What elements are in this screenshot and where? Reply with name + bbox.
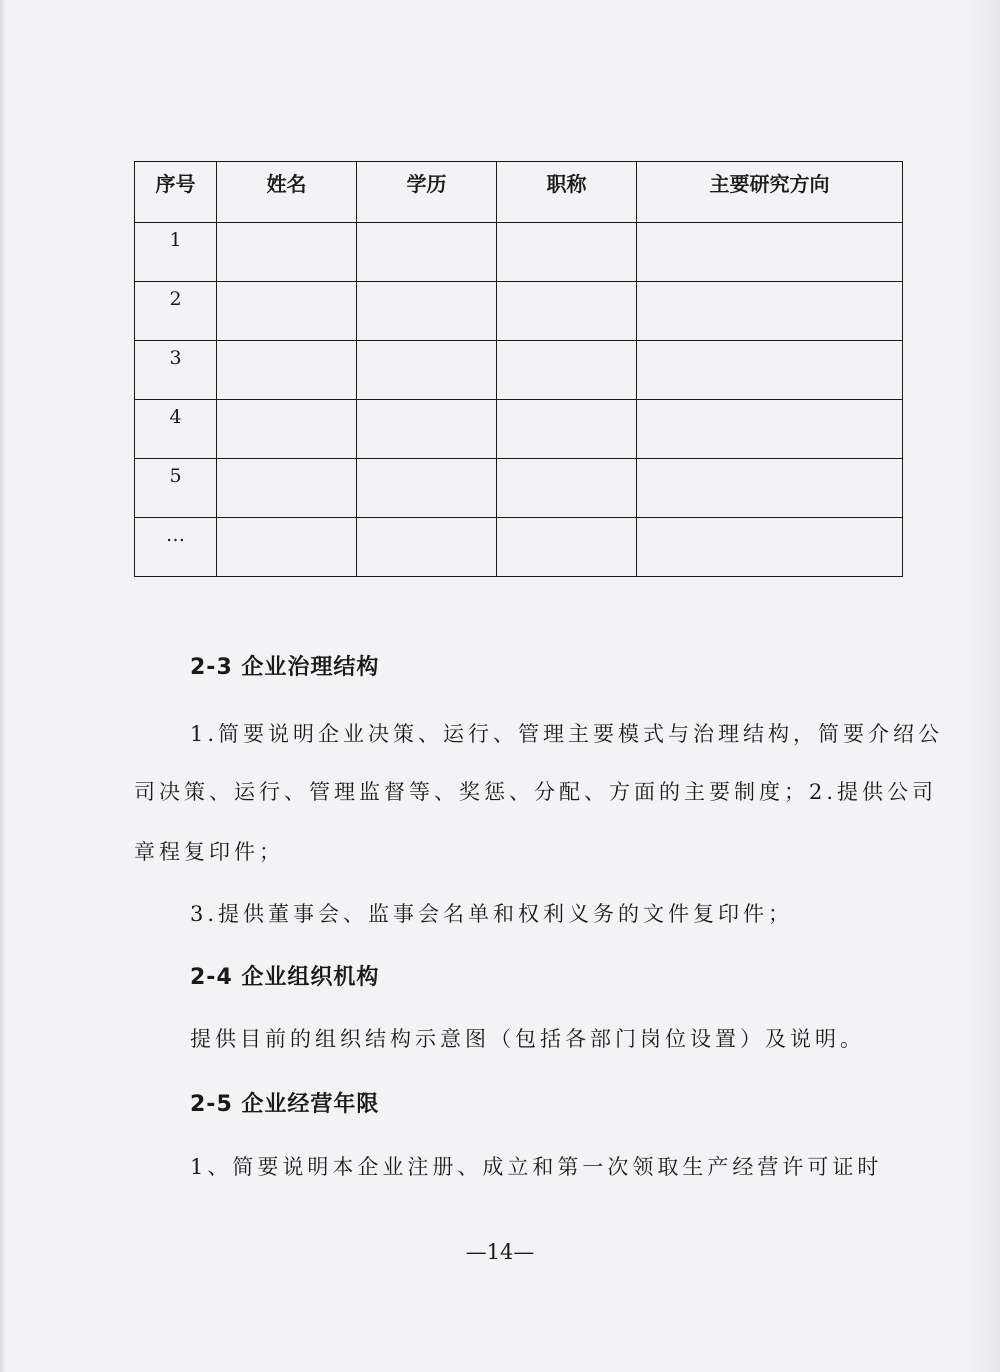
row-index: 4 <box>135 400 217 459</box>
governance-paragraph-line-1: 1.简要说明企业决策、运行、管理主要模式与治理结构，简要介绍公 <box>190 722 944 746</box>
section-heading-organization: 2-4 企业组织机构 <box>190 965 380 990</box>
header-research-direction: 主要研究方向 <box>637 162 903 223</box>
cell-research-direction <box>637 282 903 341</box>
cell-education <box>357 341 497 400</box>
organization-paragraph-line-1: 提供目前的组织结构示意图（包括各部门岗位设置）及说明。 <box>190 1027 865 1051</box>
table-header-row <box>135 162 903 223</box>
table-row <box>135 400 903 459</box>
header-title: 职称 <box>497 162 637 223</box>
cell-research-direction <box>637 459 903 518</box>
cell-name <box>217 400 357 459</box>
cell-name <box>217 282 357 341</box>
cell-title <box>497 341 637 400</box>
page-number: —14— <box>465 1240 535 1264</box>
cell-title <box>497 459 637 518</box>
table-row <box>135 459 903 518</box>
governance-paragraph-line-3: 章程复印件； <box>134 840 284 864</box>
cell-education <box>357 223 497 282</box>
cell-research-direction <box>637 223 903 282</box>
cell-name <box>217 459 357 518</box>
row-index: … <box>135 518 217 577</box>
cell-education <box>357 518 497 577</box>
section-heading-governance: 2-3 企业治理结构 <box>190 655 380 680</box>
cell-title <box>497 282 637 341</box>
cell-name <box>217 518 357 577</box>
governance-paragraph-line-2: 司决策、运行、管理监督等、奖惩、分配、方面的主要制度；2.提供公司 <box>134 780 938 804</box>
cell-name <box>217 223 357 282</box>
cell-education <box>357 400 497 459</box>
cell-education <box>357 282 497 341</box>
governance-paragraph-line-4: 3.提供董事会、监事会名单和权利义务的文件复印件； <box>190 902 794 926</box>
section-heading-operating-years: 2-5 企业经营年限 <box>190 1092 380 1117</box>
header-education: 学历 <box>357 162 497 223</box>
cell-title <box>497 400 637 459</box>
header-name: 姓名 <box>217 162 357 223</box>
row-index: 2 <box>135 282 217 341</box>
cell-research-direction <box>637 518 903 577</box>
row-index: 5 <box>135 459 217 518</box>
page-edge-shadow-left <box>0 0 6 1372</box>
cell-title <box>497 223 637 282</box>
cell-research-direction <box>637 400 903 459</box>
page-edge-shadow-right <box>970 0 1000 1372</box>
table-row <box>135 341 903 400</box>
cell-title <box>497 518 637 577</box>
table-row <box>135 282 903 341</box>
header-index: 序号 <box>135 162 217 223</box>
operating-years-paragraph-line-1: 1、简要说明本企业注册、成立和第一次领取生产经营许可证时 <box>190 1155 883 1179</box>
cell-research-direction <box>637 341 903 400</box>
table-row <box>135 518 903 577</box>
staff-table <box>134 161 903 577</box>
row-index: 1 <box>135 223 217 282</box>
table-row <box>135 223 903 282</box>
cell-name <box>217 341 357 400</box>
row-index: 3 <box>135 341 217 400</box>
cell-education <box>357 459 497 518</box>
